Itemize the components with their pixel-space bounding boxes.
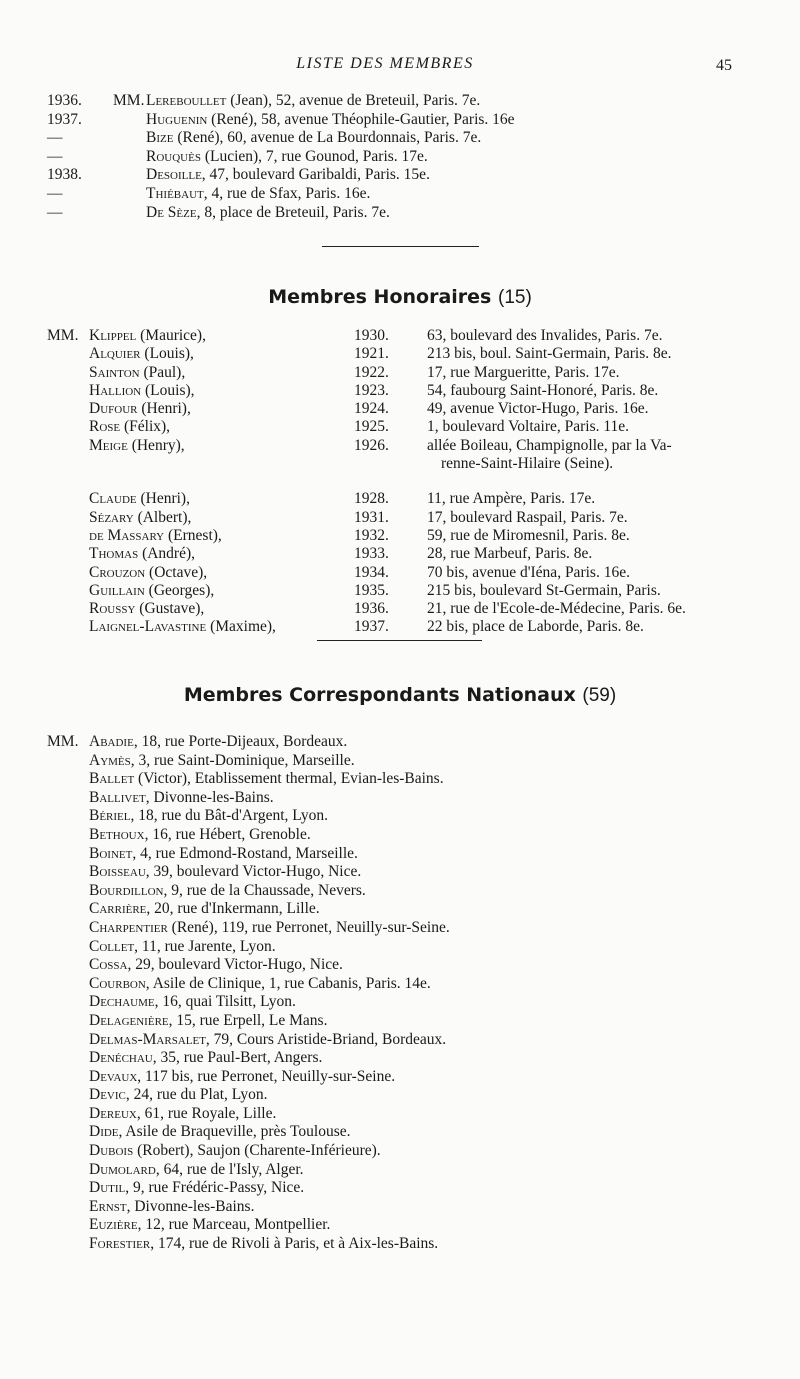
member-address: 63, boulevard des Invalides, Paris. 7e. [427, 327, 663, 344]
list-item [0, 527, 800, 545]
correspondants-title: Membres Correspondants Nationaux [183, 684, 576, 706]
running-header [0, 55, 800, 79]
member-firstname: (Henri), [136, 490, 190, 508]
list-item [0, 807, 800, 826]
member-details: , 8, place de Breteuil, Paris. 7e. [196, 203, 390, 221]
member-entry [89, 733, 347, 752]
member-surname: Dubois [89, 1142, 134, 1160]
election-year: 1922. [354, 363, 389, 381]
member-surname: Dide [89, 1123, 119, 1141]
member-details: , Divonne-les-Bains. [126, 1197, 255, 1215]
member-entry [146, 204, 390, 223]
list-item [0, 1031, 800, 1050]
member-surname: Forestier [89, 1235, 151, 1253]
member-surname: Dechaume [89, 993, 155, 1011]
member-surname: Boinet [89, 844, 133, 862]
election-year: 1931. [354, 508, 389, 526]
member-address: 1, boulevard Voltaire, Paris. 11e. [427, 418, 630, 436]
list-item [0, 1235, 800, 1254]
member-entry [146, 166, 430, 185]
list-item [0, 882, 800, 901]
member-surname: Bériel [89, 807, 131, 825]
member-details: , 18, rue du Bât-d'Argent, Lyon. [130, 807, 329, 825]
member-firstname: (Henri), [137, 400, 191, 418]
member-details: , 117 bis, rue Perronet, Neuilly-sur-Seine. [137, 1067, 396, 1085]
member-entry [89, 882, 366, 901]
election-year: 1938. [47, 166, 82, 184]
member-firstname: (Maurice), [136, 327, 206, 344]
member-details: , 39, boulevard Victor-Hugo, Nice. [145, 863, 362, 881]
list-item [0, 364, 800, 382]
member-details: , 9, rue Frédéric-Passy, Nice. [125, 1179, 305, 1197]
member-surname: Ballet [89, 770, 135, 788]
member-surname: Klippel [89, 327, 137, 344]
member-surname: Meige [89, 436, 128, 454]
member-entry [89, 1031, 446, 1050]
list-item [0, 418, 800, 436]
member-entry [89, 752, 355, 771]
list-item [0, 938, 800, 957]
election-year: 1937. [354, 618, 389, 636]
member-entry [89, 1198, 254, 1217]
member-firstname: (Louis), [140, 345, 194, 363]
member-details: , 79, Cours Aristide-Briand, Bordeaux. [205, 1030, 447, 1048]
member-address-cont: renne-Saint-Hilaire (Seine). [441, 455, 614, 473]
election-year: 1924. [354, 400, 389, 418]
list-item [0, 618, 800, 636]
member-surname: Dufour [89, 400, 138, 418]
list-item [0, 148, 800, 167]
honorific: MM. [47, 733, 79, 750]
member-entry [89, 1216, 330, 1235]
election-year: 1936. [47, 92, 82, 109]
member-details: , 47, boulevard Garibaldi, Paris. 15e. [201, 166, 430, 184]
member-entry [89, 564, 207, 582]
member-details: , 174, rue de Rivoli à Paris, et à Aix-les-Bains. [150, 1235, 439, 1253]
member-firstname: (Georges), [144, 581, 215, 599]
member-details: (René), 119, rue Perronet, Neuilly-sur-Seine. [167, 918, 450, 936]
correspondants-heading [0, 684, 800, 707]
member-address: 215 bis, boulevard St-Germain, Paris. [427, 581, 661, 599]
election-year: 1923. [354, 381, 389, 399]
member-entry [89, 509, 191, 527]
member-entry [89, 900, 320, 919]
member-entry [146, 92, 480, 111]
list-item [0, 826, 800, 845]
member-entry [89, 770, 444, 789]
member-surname: Huguenin [146, 110, 208, 128]
member-surname: Abadie [89, 733, 134, 750]
member-entry [146, 185, 370, 204]
member-details: , 15, rue Erpell, Le Mans. [168, 1011, 328, 1029]
member-entry [89, 975, 431, 994]
member-surname: Bourdillon [89, 881, 164, 899]
honoraires-heading [0, 286, 800, 309]
member-surname: Ballivet [89, 788, 146, 806]
list-item [0, 1049, 800, 1068]
member-details: (René), 60, avenue de La Bourdonnais, Paris. 7e. [173, 129, 482, 147]
member-entry [146, 148, 428, 167]
member-surname: Laignel-Lavastine [89, 618, 207, 636]
member-address: 213 bis, boul. Saint-Germain, Paris. 8e. [427, 345, 672, 363]
list-item [0, 582, 800, 600]
honorific: MM. [113, 92, 145, 109]
member-entry [89, 418, 170, 436]
member-surname: Carrière [89, 900, 147, 918]
member-address: 17, rue Margueritte, Paris. 17e. [427, 363, 620, 381]
member-surname: Rouquès [146, 147, 201, 165]
member-details: , 24, rue du Plat, Lyon. [125, 1086, 268, 1104]
member-surname: de Massary [89, 526, 165, 544]
list-item [0, 956, 800, 975]
member-address: 22 bis, place de Laborde, Paris. 8e. [427, 618, 644, 636]
member-firstname: (Louis), [141, 381, 195, 399]
list-item [0, 1105, 800, 1124]
list-item [0, 1179, 800, 1198]
list-item [0, 111, 800, 130]
list-item [0, 1068, 800, 1087]
member-entry [89, 1068, 395, 1087]
honoraires-title: Membres Honoraires [268, 286, 492, 308]
list-item [0, 545, 800, 563]
member-details: , 20, rue d'Inkermann, Lille. [146, 900, 320, 918]
member-details: , 64, rue de l'Isly, Alger. [155, 1160, 304, 1178]
member-surname: Cossa [89, 956, 128, 974]
member-address: 54, faubourg Saint-Honoré, Paris. 8e. [427, 381, 659, 399]
member-address: 70 bis, avenue d'Iéna, Paris. 16e. [427, 563, 630, 581]
election-year: 1926. [354, 436, 389, 454]
member-entry [89, 919, 450, 938]
list-item [0, 1198, 800, 1217]
member-address: 17, boulevard Raspail, Paris. 7e. [427, 508, 628, 526]
member-entry [89, 364, 185, 382]
list-item [0, 789, 800, 808]
member-address: 49, avenue Victor-Hugo, Paris. 16e. [427, 400, 649, 418]
list-item [0, 900, 800, 919]
member-surname: Denéchau [89, 1049, 153, 1067]
list-item [0, 92, 800, 111]
section-divider [317, 640, 482, 641]
member-details: , Asile de Clinique, 1, rue Cabanis, Paris. 14e. [145, 974, 431, 992]
member-entry [89, 1179, 304, 1198]
member-surname: Thomas [89, 545, 139, 563]
list-item [0, 1216, 800, 1235]
list-item [0, 919, 800, 938]
member-entry [89, 956, 343, 975]
member-entry [89, 600, 204, 618]
member-surname: Delmas-Marsalet [89, 1030, 206, 1048]
member-address: 28, rue Marbeuf, Paris. 8e. [427, 545, 593, 563]
member-entry [89, 345, 194, 363]
election-year: 1921. [354, 345, 389, 363]
member-surname: Claude [89, 490, 137, 508]
member-firstname: (Gustave), [135, 600, 205, 618]
member-surname: De Sèze [146, 203, 197, 221]
election-year: — [47, 184, 63, 202]
election-year: — [47, 147, 63, 165]
member-surname: Dumolard [89, 1160, 156, 1178]
member-entry [89, 1012, 327, 1031]
member-entry [89, 400, 191, 418]
election-year: 1935. [354, 581, 389, 599]
member-entry [146, 111, 515, 130]
list-item [0, 993, 800, 1012]
member-surname: Charpentier [89, 918, 168, 936]
member-details: (Lucien), 7, rue Gounod, Paris. 17e. [200, 147, 428, 165]
member-entry [89, 327, 206, 345]
member-entry [89, 807, 328, 826]
list-item [0, 975, 800, 994]
member-firstname: (Félix), [120, 418, 171, 436]
election-year: 1925. [354, 418, 389, 436]
member-surname: Crouzon [89, 563, 146, 581]
member-surname: Ernst [89, 1197, 127, 1215]
member-details: (Victor), Etablissement thermal, Evian-les-Bains. [134, 770, 444, 788]
list-item [0, 509, 800, 527]
member-entry [89, 1105, 276, 1124]
list-item [0, 327, 800, 345]
member-surname: Hallion [89, 381, 142, 399]
member-details: , Divonne-les-Bains. [145, 788, 274, 806]
list-item [0, 382, 800, 400]
member-entry [89, 437, 185, 455]
member-details: , 11, rue Jarente, Lyon. [134, 937, 276, 955]
election-year: 1930. [354, 327, 389, 344]
list-item [0, 400, 800, 418]
honoraires-list [0, 327, 800, 637]
page-number: 45 [716, 57, 732, 74]
member-firstname: (Paul), [139, 363, 186, 381]
running-title: LISTE DES MEMBRES [296, 55, 474, 72]
election-year: 1934. [354, 563, 389, 581]
member-details: , 9, rue de la Chaussade, Nevers. [163, 881, 366, 899]
member-surname: Boisseau [89, 863, 146, 881]
member-entry [89, 789, 274, 808]
list-item [0, 490, 800, 508]
member-details: (René), 58, avenue Théophile-Gautier, Paris. 16e [207, 110, 515, 128]
member-details: , 35, rue Paul-Bert, Angers. [152, 1049, 323, 1067]
member-entry [89, 1142, 381, 1161]
list-item [0, 129, 800, 148]
section-divider [322, 246, 479, 247]
member-address: 21, rue de l'Ecole-de-Médecine, Paris. 6e. [427, 600, 686, 618]
list-item [0, 185, 800, 204]
list-item [0, 1142, 800, 1161]
election-year: 1933. [354, 545, 389, 563]
member-details: , 29, boulevard Victor-Hugo, Nice. [127, 956, 343, 974]
member-address: allée Boileau, Champignolle, par la Va- [427, 436, 672, 454]
member-details: , 61, rue Royale, Lille. [136, 1104, 277, 1122]
member-entry [89, 527, 222, 545]
member-surname: Dereux [89, 1104, 137, 1122]
correspondants-count: (59) [582, 685, 617, 706]
member-entry [89, 582, 214, 600]
member-entry [89, 382, 195, 400]
list-item [0, 166, 800, 185]
honorific: MM. [47, 327, 79, 344]
member-address: 11, rue Ampère, Paris. 17e. [427, 490, 596, 508]
member-surname: Alquier [89, 345, 141, 363]
list-item [0, 863, 800, 882]
member-firstname: (Ernest), [164, 526, 222, 544]
member-surname: Lereboullet [146, 92, 227, 109]
member-surname: Euzière [89, 1216, 138, 1234]
list-item [0, 845, 800, 864]
member-surname: Roussy [89, 600, 136, 618]
member-entry [89, 845, 358, 864]
member-firstname: (Octave), [145, 563, 208, 581]
member-surname: Thiébaut [146, 184, 204, 202]
list-item [0, 1123, 800, 1142]
member-details: , 3, rue Saint-Dominique, Marseille. [130, 751, 355, 769]
list-item [0, 204, 800, 223]
titulaires-list [0, 92, 800, 222]
list-item [0, 564, 800, 582]
member-firstname: (Maxime), [206, 618, 276, 636]
member-details: , 4, rue de Sfax, Paris. 16e. [203, 184, 371, 202]
member-surname: Aymès [89, 751, 131, 769]
member-entry [89, 1086, 268, 1105]
member-surname: Collet [89, 937, 135, 955]
member-entry [146, 129, 481, 148]
correspondants-list [0, 733, 800, 1254]
list-item [0, 600, 800, 618]
member-surname: Devaux [89, 1067, 138, 1085]
list-item [0, 1012, 800, 1031]
member-entry [89, 618, 276, 636]
election-year: — [47, 203, 63, 221]
member-details: (Jean), 52, avenue de Breteuil, Paris. 7e. [226, 92, 481, 109]
member-address: 59, rue de Miromesnil, Paris. 8e. [427, 526, 630, 544]
member-entry [89, 1161, 304, 1180]
election-year: — [47, 129, 63, 147]
member-firstname: (André), [138, 545, 196, 563]
member-surname: Courbon [89, 974, 146, 992]
list-item [0, 345, 800, 363]
member-details: , 18, rue Porte-Dijeaux, Bordeaux. [133, 733, 348, 750]
list-item-continuation [0, 455, 800, 473]
member-firstname: (Albert), [133, 508, 192, 526]
member-details: , 16, rue Hébert, Grenoble. [144, 825, 311, 843]
member-surname: Bethoux [89, 825, 145, 843]
list-item [0, 1161, 800, 1180]
list-item [0, 733, 800, 752]
member-entry [89, 545, 195, 563]
member-entry [89, 826, 311, 845]
election-year: 1932. [354, 526, 389, 544]
member-surname: Rose [89, 418, 121, 436]
member-surname: Guillain [89, 581, 145, 599]
member-surname: Desoille [146, 166, 202, 184]
member-entry [89, 993, 296, 1012]
member-surname: Sézary [89, 508, 134, 526]
member-entry [89, 863, 361, 882]
member-surname: Dutil [89, 1179, 126, 1197]
election-year: 1936. [354, 600, 389, 618]
member-entry [89, 1123, 350, 1142]
election-year: 1937. [47, 110, 82, 128]
member-entry [89, 490, 190, 508]
list-item [0, 770, 800, 789]
member-entry [89, 1049, 322, 1068]
list-item [0, 1086, 800, 1105]
member-surname: Delagenière [89, 1011, 169, 1029]
member-surname: Devic [89, 1086, 126, 1104]
honoraires-count: (15) [498, 287, 532, 308]
member-firstname: (Henry), [127, 436, 185, 454]
member-details: , 16, quai Tilsitt, Lyon. [154, 993, 296, 1011]
member-surname: Sainton [89, 363, 140, 381]
member-details: , 12, rue Marceau, Montpellier. [137, 1216, 331, 1234]
election-year: 1928. [354, 490, 389, 508]
list-item [0, 752, 800, 771]
member-entry [89, 938, 276, 957]
member-details: , Asile de Braqueville, près Toulouse. [118, 1123, 351, 1141]
member-details: , 4, rue Edmond-Rostand, Marseille. [132, 844, 358, 862]
list-item [0, 437, 800, 455]
spacer [0, 473, 800, 490]
member-details: (Robert), Saujon (Charente-Inférieure). [133, 1142, 381, 1160]
member-entry [89, 1235, 438, 1254]
member-surname: Bize [146, 129, 174, 147]
